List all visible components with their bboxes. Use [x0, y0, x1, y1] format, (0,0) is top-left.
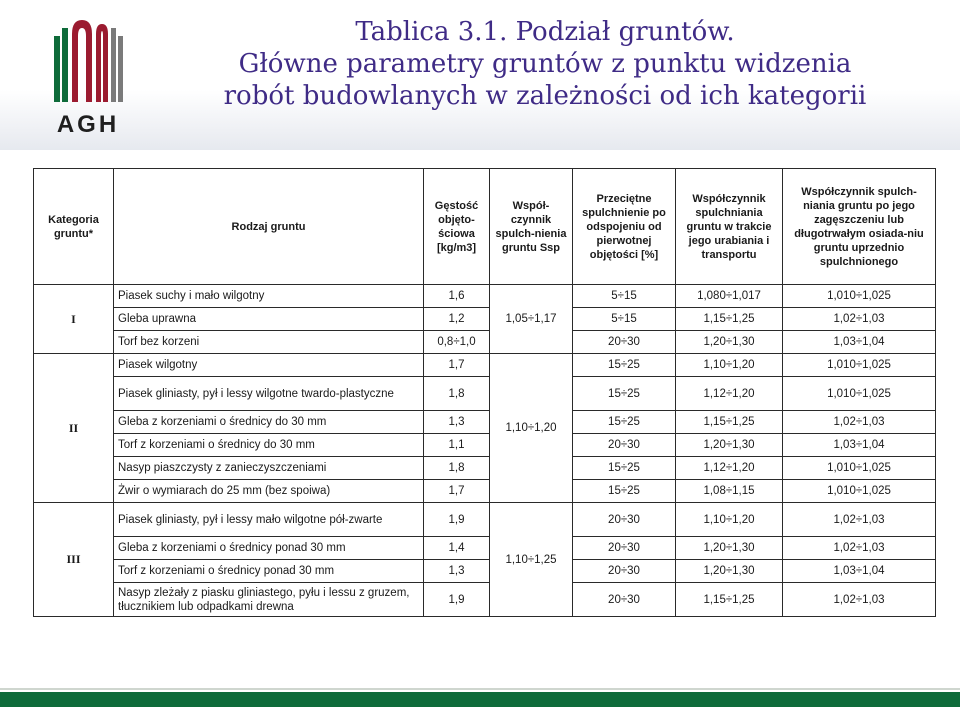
table-row — [34, 377, 936, 411]
compaction-cell: 1,02÷1,03 — [783, 583, 936, 617]
loosening-cell: 1,05÷1,17 — [490, 285, 573, 354]
compaction-cell: 1,02÷1,03 — [783, 503, 936, 537]
table-row — [34, 411, 936, 434]
soil-name-cell: Nasyp piaszczysty z zanieczyszczeniami — [114, 457, 424, 480]
transport-cell: 1,15÷1,25 — [676, 308, 783, 331]
soil-name-cell: Torf z korzeniami o średnicy ponad 30 mm — [114, 560, 424, 583]
soil-name-cell: Piasek wilgotny — [114, 354, 424, 377]
header-avg-loosening: Przeciętne spulchnienie po odspojeniu od pierwotnej objętości [%] — [573, 169, 676, 285]
table-row — [34, 457, 936, 480]
density-cell: 0,8÷1,0 — [424, 331, 490, 354]
header-loosening-compaction: Współczynnik spulch-niania gruntu po jego zagęszczeniu lub długotrwałym osiada-niu gruntu uprzednio spulchnionego — [783, 169, 936, 285]
transport-cell: 1,10÷1,20 — [676, 354, 783, 377]
avg-loosening-cell: 15÷25 — [573, 457, 676, 480]
title-line-2: Główne parametry gruntów z punktu widzenia — [238, 49, 852, 79]
compaction-cell: 1,03÷1,04 — [783, 434, 936, 457]
compaction-cell: 1,02÷1,03 — [783, 308, 936, 331]
avg-loosening-cell: 15÷25 — [573, 411, 676, 434]
density-cell: 1,6 — [424, 285, 490, 308]
agh-logo-icon — [52, 14, 124, 136]
density-cell: 1,4 — [424, 537, 490, 560]
compaction-cell: 1,010÷1,025 — [783, 285, 936, 308]
header-loosening-transport: Współczynnik spulchniania gruntu w trakcie jego urabiania i transportu — [676, 169, 783, 285]
table-row — [34, 308, 936, 331]
density-cell: 1,9 — [424, 583, 490, 617]
loosening-cell: 1,10÷1,20 — [490, 354, 573, 503]
avg-loosening-cell: 20÷30 — [573, 560, 676, 583]
table-row — [34, 434, 936, 457]
soil-table — [33, 168, 936, 617]
transport-cell: 1,20÷1,30 — [676, 434, 783, 457]
avg-loosening-cell: 15÷25 — [573, 354, 676, 377]
category-cell: I — [34, 285, 114, 354]
transport-cell: 1,20÷1,30 — [676, 537, 783, 560]
table-row — [34, 354, 936, 377]
transport-cell: 1,12÷1,20 — [676, 377, 783, 411]
table-header-row — [34, 169, 936, 285]
header-density: Gęstość objęto-ściowa [kg/m3] — [424, 169, 490, 285]
transport-cell: 1,10÷1,20 — [676, 503, 783, 537]
avg-loosening-cell: 5÷15 — [573, 285, 676, 308]
density-cell: 1,2 — [424, 308, 490, 331]
transport-cell: 1,080÷1,017 — [676, 285, 783, 308]
compaction-cell: 1,010÷1,025 — [783, 457, 936, 480]
avg-loosening-cell: 5÷15 — [573, 308, 676, 331]
table-row — [34, 285, 936, 308]
transport-cell: 1,20÷1,30 — [676, 331, 783, 354]
avg-loosening-cell: 20÷30 — [573, 331, 676, 354]
compaction-cell: 1,02÷1,03 — [783, 537, 936, 560]
category-cell: II — [34, 354, 114, 503]
density-cell: 1,3 — [424, 411, 490, 434]
category-cell: III — [34, 503, 114, 617]
footer-divider — [0, 688, 960, 690]
soil-name-cell: Gleba uprawna — [114, 308, 424, 331]
table-row — [34, 583, 936, 617]
slide-title — [140, 16, 950, 112]
avg-loosening-cell: 20÷30 — [573, 583, 676, 617]
soil-name-cell: Gleba z korzeniami o średnicy do 30 mm — [114, 411, 424, 434]
table-row — [34, 560, 936, 583]
table-body — [34, 285, 936, 617]
transport-cell: 1,15÷1,25 — [676, 411, 783, 434]
table-row — [34, 331, 936, 354]
soil-name-cell: Nasyp zleżały z piasku gliniastego, pyłu i lessu z gruzem, tłucznikiem lub odpadkami drewna — [114, 583, 424, 617]
density-cell: 1,9 — [424, 503, 490, 537]
soil-name-cell: Piasek gliniasty, pył i lessy mało wilgotne pół-zwarte — [114, 503, 424, 537]
density-cell: 1,8 — [424, 377, 490, 411]
soil-name-cell: Torf bez korzeni — [114, 331, 424, 354]
soil-name-cell: Piasek suchy i mało wilgotny — [114, 285, 424, 308]
footer-bar — [0, 692, 960, 707]
transport-cell: 1,12÷1,20 — [676, 457, 783, 480]
compaction-cell: 1,010÷1,025 — [783, 354, 936, 377]
transport-cell: 1,08÷1,15 — [676, 480, 783, 503]
compaction-cell: 1,03÷1,04 — [783, 331, 936, 354]
soil-name-cell: Gleba z korzeniami o średnicy ponad 30 mm — [114, 537, 424, 560]
table-row — [34, 480, 936, 503]
header-category: Kategoria gruntu* — [34, 169, 114, 285]
compaction-cell: 1,010÷1,025 — [783, 377, 936, 411]
compaction-cell: 1,010÷1,025 — [783, 480, 936, 503]
table-row — [34, 537, 936, 560]
title-line-1: Tablica 3.1. Podział gruntów. — [355, 17, 735, 47]
density-cell: 1,3 — [424, 560, 490, 583]
table-row — [34, 503, 936, 537]
density-cell: 1,8 — [424, 457, 490, 480]
density-cell: 1,7 — [424, 354, 490, 377]
avg-loosening-cell: 20÷30 — [573, 434, 676, 457]
loosening-cell: 1,10÷1,25 — [490, 503, 573, 617]
avg-loosening-cell: 15÷25 — [573, 480, 676, 503]
title-line-3: robót budowlanych w zależności od ich kategorii — [223, 81, 867, 111]
soil-name-cell: Piasek gliniasty, pył i lessy wilgotne twardo-plastyczne — [114, 377, 424, 411]
soil-name-cell: Żwir o wymiarach do 25 mm (bez spoiwa) — [114, 480, 424, 503]
transport-cell: 1,20÷1,30 — [676, 560, 783, 583]
transport-cell: 1,15÷1,25 — [676, 583, 783, 617]
soil-name-cell: Torf z korzeniami o średnicy do 30 mm — [114, 434, 424, 457]
header-type: Rodzaj gruntu — [114, 169, 424, 285]
compaction-cell: 1,02÷1,03 — [783, 411, 936, 434]
avg-loosening-cell: 15÷25 — [573, 377, 676, 411]
header-loosening: Współ-czynnik spulch-nienia gruntu Ssp — [490, 169, 573, 285]
slide-header — [0, 0, 960, 150]
logo-text: AGH — [56, 111, 120, 136]
soil-table-container — [33, 168, 935, 617]
avg-loosening-cell: 20÷30 — [573, 537, 676, 560]
density-cell: 1,7 — [424, 480, 490, 503]
compaction-cell: 1,03÷1,04 — [783, 560, 936, 583]
density-cell: 1,1 — [424, 434, 490, 457]
avg-loosening-cell: 20÷30 — [573, 503, 676, 537]
